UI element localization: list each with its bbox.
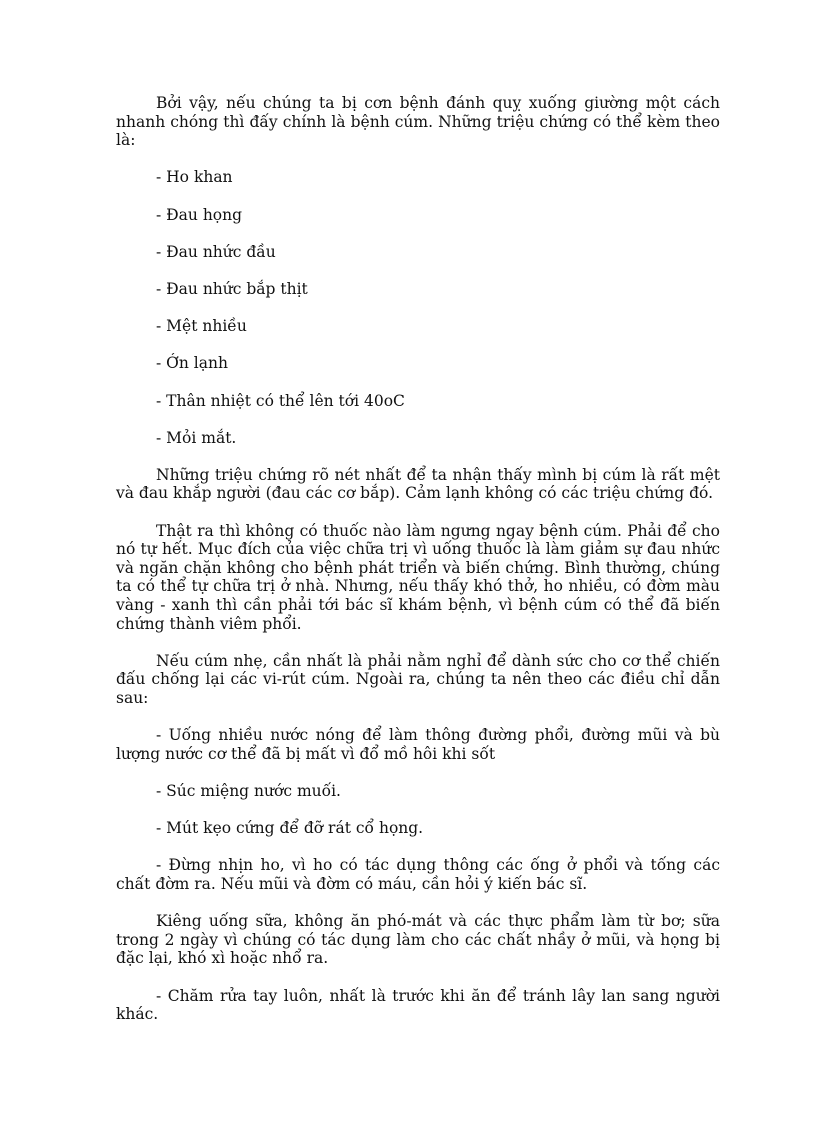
symptom-item: - Mệt nhiều	[156, 317, 247, 336]
mild-flu-paragraph: Nếu cúm nhẹ, cần nhất là phải nằm nghỉ để dành sức cho cơ thể chiến đấu chống lại các vi-rút cúm. Ngoài ra, chúng ta nên theo các điều chỉ dẫn sau:	[116, 651, 720, 707]
advice-item: - Mút kẹo cứng để đỡ rát cổ họng.	[156, 819, 424, 838]
treatment-paragraph: Thật ra thì không có thuốc nào làm ngưng ngay bệnh cúm. Phải để cho nó tự hết. Mục đích của việc chữa trị vì uống thuốc là làm giảm sự đau nhức và ngăn chặn không cho bệnh phát triển và biến chứng. Bình thường, chúng ta có thể tự chữa trị ở nhà. Nhưng, nếu thấy khó thở, ho nhiều, có đờm màu vàng - xanh thì cần phải tới bác sĩ khám bệnh, vì bệnh cúm có thể đã biến chứng thành viêm phổi.	[116, 521, 720, 633]
symptom-item: - Thân nhiệt có thể lên tới 40oC	[156, 391, 405, 410]
advice-item: - Đừng nhịn ho, vì ho có tác dụng thông các ống ở phổi và tống các chất đờm ra. Nếu mũi và đờm có máu, cần hỏi ý kiến bác sĩ.	[116, 856, 720, 893]
symptom-item: - Đau họng	[156, 205, 243, 224]
document-page	[116, 94, 720, 1024]
distinguish-paragraph: Những triệu chứng rõ nét nhất để ta nhận thấy mình bị cúm là rất mệt và đau khắp người (đau các cơ bắp). Cảm lạnh không có các triệu chứng đó.	[116, 465, 720, 503]
symptom-item: - Đau nhức đầu	[156, 242, 276, 261]
advice-item: - Uống nhiều nước nóng để làm thông đường phổi, đường mũi và bù lượng nước cơ thể đã bị mất vì đổ mồ hôi khi sốt	[116, 726, 720, 763]
advice-item: - Súc miệng nước muối.	[156, 781, 341, 800]
advice-list	[116, 726, 720, 893]
symptom-item: - Ho khan	[156, 168, 233, 187]
symptom-item: - Đau nhức bắp thịt	[156, 279, 308, 298]
handwash-paragraph: - Chăm rửa tay luôn, nhất là trước khi ăn để tránh lây lan sang người khác.	[116, 986, 720, 1024]
symptom-list	[116, 168, 720, 447]
symptom-item: - Mỏi mắt.	[156, 428, 237, 447]
symptom-item: - Ớn lạnh	[156, 354, 228, 373]
dairy-paragraph: Kiêng uống sữa, không ăn phó-mát và các thực phẩm làm từ bơ; sữa trong 2 ngày vì chúng có tác dụng làm cho các chất nhầy ở mũi, và họng bị đặc lại, khó xì hoặc nhổ ra.	[116, 912, 720, 968]
intro-paragraph: Bởi vậy, nếu chúng ta bị cơn bệnh đánh quỵ xuống giường một cách nhanh chóng thì đấy chính là bệnh cúm. Những triệu chứng có thể kèm theo là:	[116, 94, 720, 150]
